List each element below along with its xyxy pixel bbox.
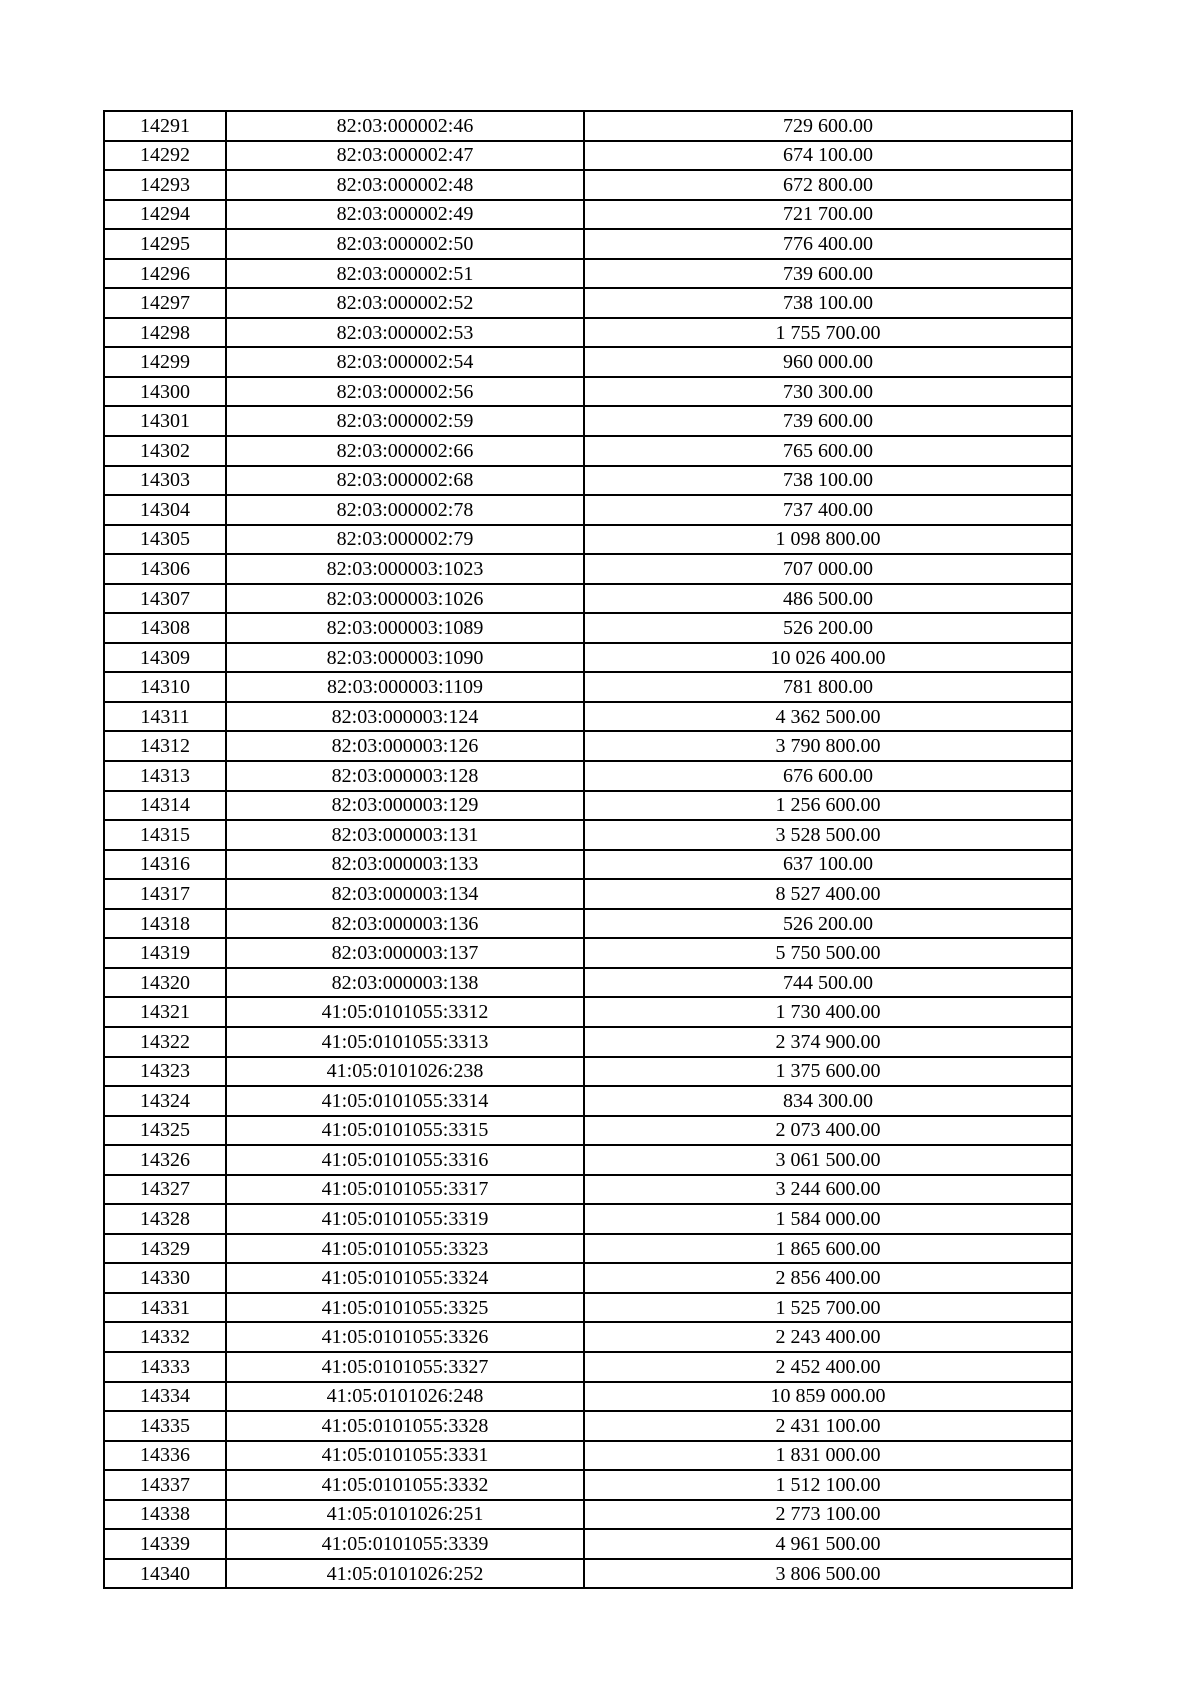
cadastral-value-cell: 3 061 500.00 [584,1145,1072,1175]
cadastral-number-cell: 82:03:000003:1026 [226,584,584,614]
cadastral-value-cell: 1 375 600.00 [584,1057,1072,1087]
cadastral-value-cell: 10 859 000.00 [584,1382,1072,1412]
table-row [104,318,1072,348]
row-number-cell: 14296 [104,259,226,289]
cadastral-value-cell: 738 100.00 [584,466,1072,496]
row-number-cell: 14316 [104,850,226,880]
row-number-cell: 14333 [104,1352,226,1382]
row-number-cell: 14340 [104,1559,226,1589]
row-number-cell: 14330 [104,1263,226,1293]
cadastral-number-cell: 82:03:000002:50 [226,229,584,259]
cadastral-number-cell: 41:05:0101055:3317 [226,1175,584,1205]
table-row [104,702,1072,732]
cadastral-number-cell: 41:05:0101055:3323 [226,1234,584,1264]
cadastral-number-cell: 41:05:0101055:3312 [226,997,584,1027]
table-row [104,436,1072,466]
row-number-cell: 14310 [104,672,226,702]
cadastral-value-cell: 739 600.00 [584,259,1072,289]
row-number-cell: 14309 [104,643,226,673]
table-row [104,1529,1072,1559]
row-number-cell: 14299 [104,347,226,377]
row-number-cell: 14311 [104,702,226,732]
cadastral-value-table [103,110,1073,1589]
cadastral-number-cell: 82:03:000002:56 [226,377,584,407]
cadastral-value-cell: 2 374 900.00 [584,1027,1072,1057]
row-number-cell: 14319 [104,938,226,968]
row-number-cell: 14291 [104,111,226,141]
cadastral-number-cell: 41:05:0101055:3316 [226,1145,584,1175]
row-number-cell: 14307 [104,584,226,614]
cadastral-value-cell: 960 000.00 [584,347,1072,377]
cadastral-value-cell: 2 452 400.00 [584,1352,1072,1382]
table-row [104,1116,1072,1146]
cadastral-value-cell: 3 528 500.00 [584,820,1072,850]
cadastral-number-cell: 41:05:0101026:251 [226,1500,584,1530]
cadastral-value-cell: 765 600.00 [584,436,1072,466]
row-number-cell: 14308 [104,613,226,643]
table-row [104,1559,1072,1589]
cadastral-number-cell: 41:05:0101055:3324 [226,1263,584,1293]
cadastral-number-cell: 82:03:000002:53 [226,318,584,348]
table-row [104,1352,1072,1382]
row-number-cell: 14304 [104,495,226,525]
table-row [104,1382,1072,1412]
row-number-cell: 14339 [104,1529,226,1559]
cadastral-value-cell: 730 300.00 [584,377,1072,407]
row-number-cell: 14315 [104,820,226,850]
cadastral-number-cell: 41:05:0101055:3326 [226,1322,584,1352]
row-number-cell: 14305 [104,525,226,555]
row-number-cell: 14300 [104,377,226,407]
cadastral-value-cell: 674 100.00 [584,141,1072,171]
row-number-cell: 14294 [104,200,226,230]
row-number-cell: 14301 [104,406,226,436]
row-number-cell: 14325 [104,1116,226,1146]
cadastral-value-cell: 2 243 400.00 [584,1322,1072,1352]
cadastral-number-cell: 82:03:000002:66 [226,436,584,466]
cadastral-number-cell: 82:03:000002:51 [226,259,584,289]
table-body [104,111,1072,1588]
cadastral-value-cell: 672 800.00 [584,170,1072,200]
cadastral-number-cell: 82:03:000002:48 [226,170,584,200]
row-number-cell: 14327 [104,1175,226,1205]
row-number-cell: 14314 [104,791,226,821]
cadastral-value-cell: 1 755 700.00 [584,318,1072,348]
cadastral-value-cell: 3 244 600.00 [584,1175,1072,1205]
row-number-cell: 14298 [104,318,226,348]
table-row [104,347,1072,377]
cadastral-number-cell: 82:03:000002:78 [226,495,584,525]
cadastral-value-cell: 739 600.00 [584,406,1072,436]
row-number-cell: 14338 [104,1500,226,1530]
table-row [104,879,1072,909]
cadastral-value-cell: 676 600.00 [584,761,1072,791]
table-row [104,1175,1072,1205]
cadastral-number-cell: 82:03:000003:126 [226,731,584,761]
cadastral-value-cell: 3 790 800.00 [584,731,1072,761]
table-row [104,229,1072,259]
cadastral-number-cell: 41:05:0101055:3313 [226,1027,584,1057]
cadastral-value-cell: 1 098 800.00 [584,525,1072,555]
cadastral-number-cell: 82:03:000003:137 [226,938,584,968]
cadastral-number-cell: 41:05:0101055:3315 [226,1116,584,1146]
cadastral-value-cell: 4 362 500.00 [584,702,1072,732]
row-number-cell: 14323 [104,1057,226,1087]
cadastral-value-cell: 526 200.00 [584,909,1072,939]
table-row [104,1293,1072,1323]
row-number-cell: 14332 [104,1322,226,1352]
cadastral-value-cell: 1 584 000.00 [584,1204,1072,1234]
table-row [104,495,1072,525]
table-row [104,525,1072,555]
cadastral-value-cell: 8 527 400.00 [584,879,1072,909]
cadastral-number-cell: 82:03:000003:133 [226,850,584,880]
cadastral-number-cell: 82:03:000003:136 [226,909,584,939]
cadastral-number-cell: 82:03:000002:46 [226,111,584,141]
row-number-cell: 14320 [104,968,226,998]
cadastral-number-cell: 82:03:000003:128 [226,761,584,791]
cadastral-number-cell: 41:05:0101055:3332 [226,1470,584,1500]
cadastral-number-cell: 41:05:0101055:3331 [226,1441,584,1471]
cadastral-value-cell: 776 400.00 [584,229,1072,259]
row-number-cell: 14306 [104,554,226,584]
row-number-cell: 14337 [104,1470,226,1500]
cadastral-number-cell: 41:05:0101055:3314 [226,1086,584,1116]
cadastral-value-cell: 834 300.00 [584,1086,1072,1116]
table-row [104,1086,1072,1116]
cadastral-value-cell: 1 256 600.00 [584,791,1072,821]
table-row [104,968,1072,998]
row-number-cell: 14324 [104,1086,226,1116]
cadastral-number-cell: 82:03:000003:1109 [226,672,584,702]
table-row [104,1204,1072,1234]
table-row [104,554,1072,584]
cadastral-value-cell: 1 512 100.00 [584,1470,1072,1500]
cadastral-value-cell: 4 961 500.00 [584,1529,1072,1559]
row-number-cell: 14297 [104,288,226,318]
cadastral-number-cell: 82:03:000002:52 [226,288,584,318]
cadastral-value-cell: 2 073 400.00 [584,1116,1072,1146]
table-row [104,1441,1072,1471]
table-row [104,791,1072,821]
cadastral-number-cell: 41:05:0101055:3319 [226,1204,584,1234]
table-row [104,1234,1072,1264]
cadastral-number-cell: 41:05:0101055:3327 [226,1352,584,1382]
cadastral-value-cell: 526 200.00 [584,613,1072,643]
row-number-cell: 14293 [104,170,226,200]
row-number-cell: 14321 [104,997,226,1027]
row-number-cell: 14302 [104,436,226,466]
cadastral-number-cell: 82:03:000003:138 [226,968,584,998]
cadastral-value-cell: 2 856 400.00 [584,1263,1072,1293]
table-row [104,466,1072,496]
cadastral-number-cell: 41:05:0101026:248 [226,1382,584,1412]
table-row [104,259,1072,289]
row-number-cell: 14312 [104,731,226,761]
cadastral-number-cell: 41:05:0101026:238 [226,1057,584,1087]
table-row [104,938,1072,968]
cadastral-number-cell: 41:05:0101026:252 [226,1559,584,1589]
cadastral-value-cell: 781 800.00 [584,672,1072,702]
cadastral-value-cell: 729 600.00 [584,111,1072,141]
cadastral-value-cell: 738 100.00 [584,288,1072,318]
cadastral-value-cell: 637 100.00 [584,850,1072,880]
row-number-cell: 14322 [104,1027,226,1057]
row-number-cell: 14329 [104,1234,226,1264]
row-number-cell: 14303 [104,466,226,496]
table-row [104,672,1072,702]
table-row [104,909,1072,939]
row-number-cell: 14318 [104,909,226,939]
table-row [104,613,1072,643]
cadastral-number-cell: 41:05:0101055:3325 [226,1293,584,1323]
cadastral-value-cell: 3 806 500.00 [584,1559,1072,1589]
row-number-cell: 14334 [104,1382,226,1412]
cadastral-number-cell: 41:05:0101055:3328 [226,1411,584,1441]
table-row [104,288,1072,318]
row-number-cell: 14328 [104,1204,226,1234]
table-row [104,643,1072,673]
table-row [104,377,1072,407]
row-number-cell: 14317 [104,879,226,909]
cadastral-number-cell: 82:03:000002:79 [226,525,584,555]
table-row [104,1411,1072,1441]
cadastral-value-cell: 707 000.00 [584,554,1072,584]
table-row [104,1027,1072,1057]
table-row [104,584,1072,614]
table-row [104,1057,1072,1087]
table-row [104,1470,1072,1500]
table-row [104,141,1072,171]
cadastral-value-cell: 744 500.00 [584,968,1072,998]
cadastral-number-cell: 82:03:000003:134 [226,879,584,909]
cadastral-number-cell: 41:05:0101055:3339 [226,1529,584,1559]
cadastral-value-cell: 721 700.00 [584,200,1072,230]
table-row [104,170,1072,200]
table-row [104,1263,1072,1293]
table-row [104,997,1072,1027]
cadastral-value-cell: 1 730 400.00 [584,997,1072,1027]
cadastral-value-cell: 2 773 100.00 [584,1500,1072,1530]
row-number-cell: 14331 [104,1293,226,1323]
cadastral-number-cell: 82:03:000003:129 [226,791,584,821]
row-number-cell: 14313 [104,761,226,791]
cadastral-number-cell: 82:03:000002:54 [226,347,584,377]
row-number-cell: 14335 [104,1411,226,1441]
row-number-cell: 14326 [104,1145,226,1175]
cadastral-value-cell: 1 831 000.00 [584,1441,1072,1471]
cadastral-number-cell: 82:03:000003:124 [226,702,584,732]
row-number-cell: 14336 [104,1441,226,1471]
cadastral-value-cell: 2 431 100.00 [584,1411,1072,1441]
cadastral-value-cell: 1 525 700.00 [584,1293,1072,1323]
cadastral-value-cell: 737 400.00 [584,495,1072,525]
row-number-cell: 14292 [104,141,226,171]
table-row [104,200,1072,230]
cadastral-number-cell: 82:03:000003:1023 [226,554,584,584]
table-row [104,111,1072,141]
cadastral-number-cell: 82:03:000003:1089 [226,613,584,643]
table-row [104,731,1072,761]
row-number-cell: 14295 [104,229,226,259]
table-row [104,1322,1072,1352]
cadastral-value-cell: 1 865 600.00 [584,1234,1072,1264]
cadastral-number-cell: 82:03:000002:49 [226,200,584,230]
cadastral-number-cell: 82:03:000002:59 [226,406,584,436]
table-row [104,406,1072,436]
cadastral-number-cell: 82:03:000002:68 [226,466,584,496]
cadastral-value-cell: 486 500.00 [584,584,1072,614]
table-row [104,850,1072,880]
cadastral-number-cell: 82:03:000003:1090 [226,643,584,673]
table-row [104,1500,1072,1530]
table-row [104,761,1072,791]
cadastral-number-cell: 82:03:000002:47 [226,141,584,171]
table-row [104,820,1072,850]
cadastral-value-cell: 10 026 400.00 [584,643,1072,673]
cadastral-number-cell: 82:03:000003:131 [226,820,584,850]
table-row [104,1145,1072,1175]
cadastral-value-cell: 5 750 500.00 [584,938,1072,968]
